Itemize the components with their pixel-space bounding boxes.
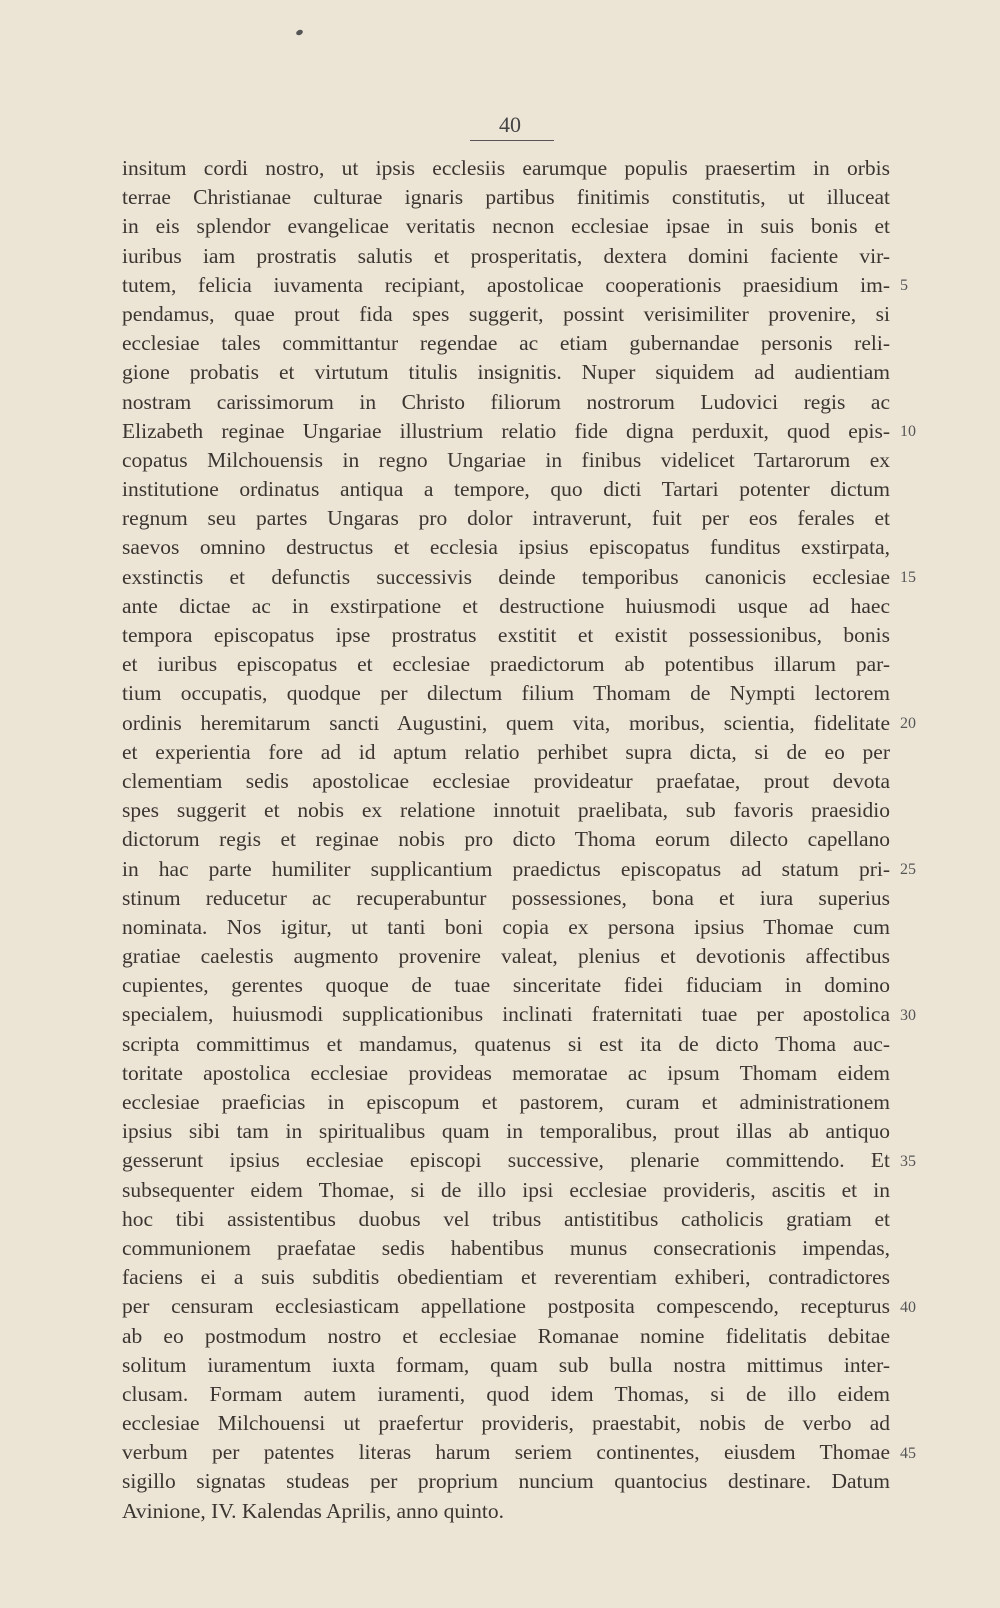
text-line: faciens ei a suis subditis obedientiam et reverentiam exhiberi, contradictores bbox=[122, 1265, 890, 1290]
text-line: iuribus iam prostratis salutis et prosperitatis, dextera domini faciente vir- bbox=[122, 243, 890, 268]
text-line: terrae Christianae culturae ignaris partibus finitimis constitutis, ut illuceat bbox=[122, 185, 890, 210]
text-line: sigillo signatas studeas per proprium nuncium quantocius destinare. Datum bbox=[122, 1469, 890, 1494]
text-line: ecclesiae Milchouensi ut praefertur provideris, praestabit, nobis de verbo ad bbox=[122, 1411, 890, 1436]
line-number: 30 bbox=[900, 1006, 916, 1024]
text-line: saevos omnino destructus et ecclesia ipsius episcopatus funditus exstirpata, bbox=[122, 535, 890, 560]
text-line: hoc tibi assistentibus duobus vel tribus antistitibus catholicis gratiam et bbox=[122, 1206, 890, 1231]
text-line: nostram carissimorum in Christo filiorum nostrorum Ludovici regis ac bbox=[122, 389, 890, 414]
text-line: ab eo postmodum nostro et ecclesiae Romanae nomine fidelitatis debitae bbox=[122, 1323, 890, 1348]
text-line: et experientia fore ad id aptum relatio perhibet supra dicta, si de eo per bbox=[122, 739, 890, 764]
text-line: gione probatis et virtutum titulis insignitis. Nuper siquidem ad audientiam bbox=[122, 360, 890, 385]
text-line: insitum cordi nostro, ut ipsis ecclesiis earumque populis praesertim in orbis bbox=[122, 156, 890, 180]
text-line: Elizabeth reginae Ungariae illustrium relatio fide digna perduxit, quod epis- bbox=[122, 418, 890, 443]
page-number: 40 bbox=[499, 112, 521, 137]
text-line: dictorum regis et reginae nobis pro dicto Thoma eorum dilecto capellano bbox=[122, 827, 890, 852]
line-number: 10 bbox=[900, 422, 916, 440]
text-line: regnum seu partes Ungaras pro dolor intraverunt, fuit per eos ferales et bbox=[122, 506, 890, 531]
text-line: ecclesiae praeficias in episcopum et pastorem, curam et administrationem bbox=[122, 1090, 890, 1114]
text-line: scripta committimus et mandamus, quatenus si est ita de dicto Thoma auc- bbox=[122, 1031, 890, 1056]
text-line: toritate apostolica ecclesiae provideas memoratae ac ipsum Thomam eidem bbox=[122, 1060, 890, 1085]
text-line: clementiam sedis apostolicae ecclesiae provideatur praefatae, prout devota bbox=[122, 768, 890, 793]
line-number: 5 bbox=[900, 276, 908, 294]
text-line: gesserunt ipsius ecclesiae episcopi successive, plenarie committendo. Et bbox=[122, 1148, 890, 1173]
line-number: 25 bbox=[900, 860, 916, 878]
text-line: verbum per patentes literas harum seriem continentes, eiusdem Thomae bbox=[122, 1440, 890, 1465]
text-line: nominata. Nos igitur, ut tanti boni copia ex persona ipsius Thomae cum bbox=[122, 914, 890, 939]
text-line: pendamus, quae prout fida spes suggerit, possint verisimiliter provenire, si bbox=[122, 301, 890, 326]
line-number: 15 bbox=[900, 568, 916, 586]
text-line: communionem praefatae sedis habentibus munus consecrationis impendas, bbox=[122, 1235, 890, 1260]
text-line: tempora episcopatus ipse prostratus exstitit et existit possessionibus, bonis bbox=[122, 623, 890, 647]
text-line: subsequenter eidem Thomae, si de illo ipsi ecclesiae provideris, ascitis et in bbox=[122, 1177, 890, 1202]
text-line: tium occupatis, quodque per dilectum filium Thomam de Nympti lectorem bbox=[122, 681, 890, 706]
text-line: gratiae caelestis augmento provenire valeat, plenius et devotionis affectibus bbox=[122, 944, 890, 969]
text-line: in eis splendor evangelicae veritatis necnon ecclesiae ipsae in suis bonis et bbox=[122, 214, 890, 239]
text-line: solitum iuramentum iuxta formam, quam sub bulla nostra mittimus inter- bbox=[122, 1352, 890, 1377]
text-line: exstinctis et defunctis successivis deinde temporibus canonicis ecclesiae bbox=[122, 564, 890, 589]
text-line: specialem, huiusmodi supplicationibus inclinati fraternitati tuae per apostolica bbox=[122, 1002, 890, 1027]
ink-speck bbox=[295, 29, 303, 36]
text-line: in hac parte humiliter supplicantium praedictus episcopatus ad statum pri- bbox=[122, 856, 890, 881]
text-line: ante dictae ac in exstirpatione et destructione huiusmodi usque ad haec bbox=[122, 593, 890, 618]
text-line: ecclesiae tales committantur regendae ac etiam gubernandae personis reli- bbox=[122, 331, 890, 356]
line-number: 40 bbox=[900, 1298, 916, 1316]
text-line: clusam. Formam autem iuramenti, quod idem Thomas, si de illo eidem bbox=[122, 1381, 890, 1406]
text-line: cupientes, gerentes quoque de tuae sinceritate fidei fiduciam in domino bbox=[122, 973, 890, 998]
text-line: per censuram ecclesiasticam appellatione postposita compescendo, recepturus bbox=[122, 1294, 890, 1319]
line-number: 20 bbox=[900, 714, 916, 732]
body-text bbox=[122, 154, 890, 1526]
text-line: tutem, felicia iuvamenta recipiant, apostolicae cooperationis praesidium im- bbox=[122, 272, 890, 297]
line-number: 45 bbox=[900, 1444, 916, 1462]
line-number: 35 bbox=[900, 1152, 916, 1170]
text-line: institutione ordinatus antiqua a tempore, quo dicti Tartari potenter dictum bbox=[122, 477, 890, 502]
text-line: spes suggerit et nobis ex relatione innotuit praelibata, sub favoris praesidio bbox=[122, 798, 890, 823]
page-number-rule bbox=[470, 140, 554, 141]
text-line: copatus Milchouensis in regno Ungariae in finibus videlicet Tartarorum ex bbox=[122, 447, 890, 472]
text-line: Avinione, IV. Kalendas Aprilis, anno quinto. bbox=[122, 1498, 504, 1523]
text-line: stinum reducetur ac recuperabuntur possessiones, bona et iura superius bbox=[122, 885, 890, 910]
text-line: ipsius sibi tam in spiritualibus quam in temporalibus, prout illas ab antiquo bbox=[122, 1119, 890, 1144]
text-line: ordinis heremitarum sancti Augustini, quem vita, moribus, scientia, fidelitate bbox=[122, 710, 890, 735]
text-line: et iuribus episcopatus et ecclesiae praedictorum ab potentibus illarum par- bbox=[122, 652, 890, 677]
